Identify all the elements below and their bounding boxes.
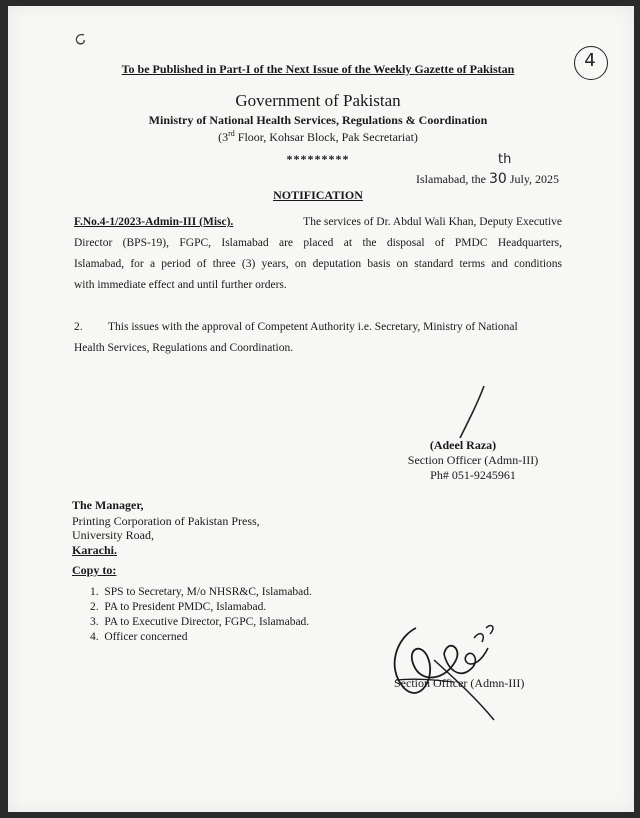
- copy-to-item: 1. SPS to Secretary, M/o NHSR&C, Islamabad.: [90, 586, 312, 598]
- paragraph-1-line-2: Director (BPS-19), FGPC, Islamabad are placed at the disposal of PMDC Headquarters,: [74, 237, 562, 249]
- signature-stroke: [448, 384, 488, 444]
- paragraph-1-line-3: Islamabad, for a period of three (3) years, on deputation basis on standard terms and conditions: [74, 258, 562, 270]
- issue-date: Islamabad, the 30 July, 2025: [416, 171, 560, 187]
- government-title: Government of Pakistan: [235, 91, 401, 110]
- recipient-city: Karachi.: [72, 543, 117, 557]
- recipient-line-2: University Road,: [72, 528, 154, 542]
- copy-to-item: 2. PA to President PMDC, Islamabad.: [90, 601, 267, 613]
- footer-signature-designation: Section Officer (Admn-III): [394, 676, 525, 690]
- document-page: [8, 6, 634, 812]
- publish-line: To be Published in Part-I of the Next Issue of the Weekly Gazette of Pakistan: [121, 62, 515, 76]
- separator-stars: *********: [286, 152, 350, 166]
- paragraph-2-line-2: Health Services, Regulations and Coordination.: [74, 342, 294, 354]
- notification-title: NOTIFICATION: [273, 188, 363, 202]
- recipient-title: The Manager,: [72, 498, 144, 512]
- signatory-phone: Ph# 051-9245961: [430, 468, 516, 482]
- paragraph-1-line-1: F.No.4-1/2023-Admin-III (Misc). The services of Dr. Abdul Wali Khan, Deputy Executive: [74, 216, 562, 228]
- ministry-address: (3rd Floor, Kohsar Block, Pak Secretariat): [218, 129, 418, 144]
- paragraph-2-number: 2.: [74, 321, 83, 333]
- signatory-designation: Section Officer (Admn-III): [407, 453, 539, 467]
- punch-hole-mark: [72, 31, 88, 47]
- ministry-name: Ministry of National Health Services, Regulations & Coordination: [148, 113, 488, 127]
- signatory-name: (Adeel Raza): [429, 438, 497, 452]
- copy-to-item: 3. PA to Executive Director, FGPC, Islamabad.: [90, 616, 310, 628]
- paragraph-2-line-1: This issues with the approval of Competent Authority i.e. Secretary, Ministry of National: [108, 321, 518, 333]
- copy-to-item: 4. Officer concerned: [90, 631, 188, 643]
- file-reference: F.No.4-1/2023-Admin-III (Misc).: [74, 216, 234, 228]
- recipient-line-1: Printing Corporation of Pakistan Press,: [72, 514, 260, 528]
- date-suffix-handwritten: th: [498, 152, 512, 167]
- page-number-mark: 4: [584, 50, 596, 71]
- footer-signature-scribble: [376, 608, 536, 718]
- copy-to-heading: Copy to:: [72, 563, 117, 577]
- paragraph-1-line-4: with immediate effect and until further orders.: [74, 279, 287, 291]
